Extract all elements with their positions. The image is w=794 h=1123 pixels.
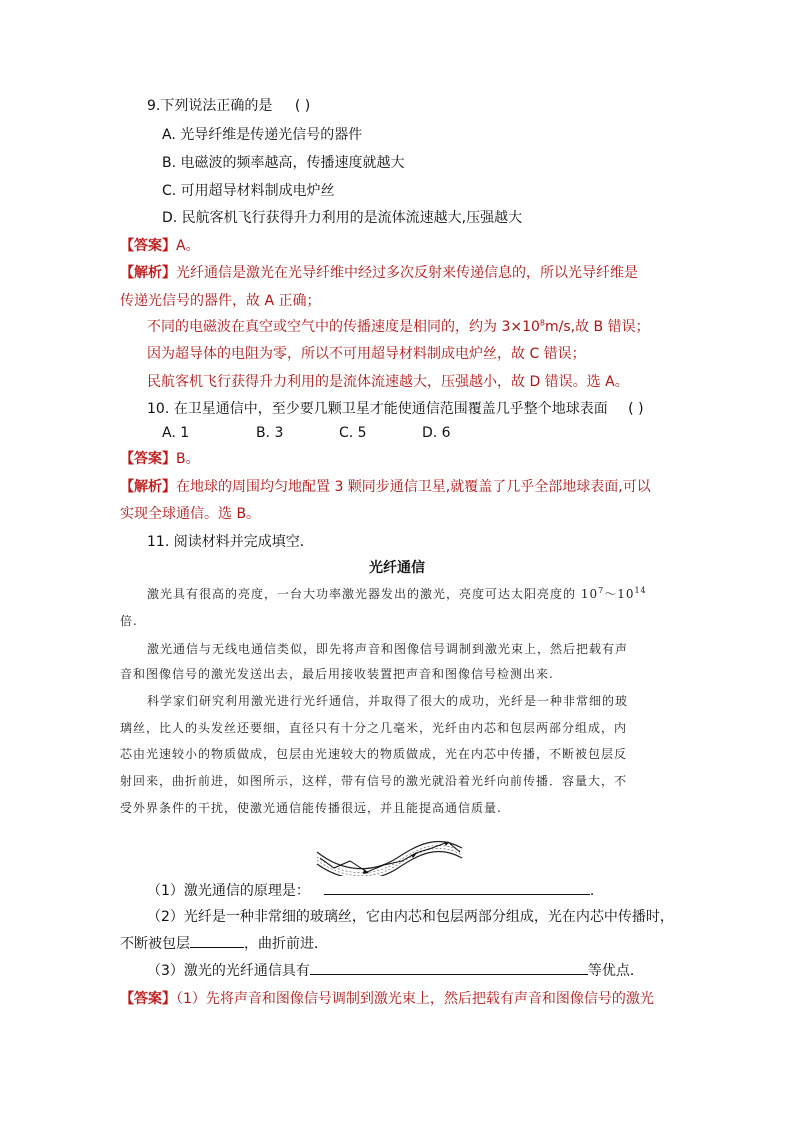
sub1-text: （1）激光通信的原理是： xyxy=(147,883,310,899)
q9-analysis-line-4: 因为超导体的电阻为零，所以不可用超导材料制成电炉丝，故 C 错误； xyxy=(147,346,586,362)
q11-sub2-line-2 xyxy=(120,933,328,953)
sub1-blank[interactable] xyxy=(324,880,590,895)
passage-p2-line-2: 音和图像信号的激光发送出去，最后用接收装置把声音和图像信号检测出来. xyxy=(120,667,554,681)
q9-stem-text: 9.下列说法正确的是 xyxy=(147,98,273,114)
sub2-text-post: ，曲折前进． xyxy=(244,936,328,952)
q9-option-b: B. 电磁波的频率越高，传播速度就越大 xyxy=(162,155,405,171)
q10-option-a: A. 1 xyxy=(162,425,190,441)
q9-option-c: C. 可用超导材料制成电炉丝 xyxy=(162,183,335,199)
q11-answer xyxy=(120,988,654,1008)
q10-analysis-line-1 xyxy=(120,476,651,496)
brightness-exponent-2: 14 xyxy=(634,586,647,595)
q10-stem-text: 10. 在卫星通信中，至少要几颗卫星才能使通信范围覆盖几乎整个地球表面 xyxy=(147,401,608,417)
answer-text: A。 xyxy=(176,238,200,254)
sub2-text-pre: 不断被包层 xyxy=(120,936,190,952)
passage-title: 光纤通信 xyxy=(369,560,425,576)
passage-p1-line-1 xyxy=(147,585,647,602)
answer-text: （1）先将声音和图像信号调制到激光束上，然后把载有声音和图像信号的激光 xyxy=(176,991,654,1007)
passage-p1-line-2: 倍. xyxy=(120,614,138,628)
light-ray-path xyxy=(320,842,460,872)
analysis-tag: 【解析】 xyxy=(120,265,176,281)
q11-sub2-line-1: （2）光纤是一种非常细的玻璃丝，它由内芯和包层两部分组成，光在内芯中传播时， xyxy=(147,909,674,925)
q9-analysis-line-1 xyxy=(120,262,638,282)
passage-p3-line-3: 芯由光速较小的物质做成，包层由光速较大的物质做成，光在内芯中传播，不断被包层反 xyxy=(120,747,628,761)
q9-analysis-line-3 xyxy=(147,316,650,336)
sub3-text-post: 等优点． xyxy=(587,963,644,979)
sub1-end: . xyxy=(589,883,595,899)
answer-text: B。 xyxy=(176,451,200,467)
q10-option-d: D. 6 xyxy=(422,425,451,441)
passage-p3-line-1: 科学家们研究利用激光进行光纤通信，并取得了很大的成功，光纤是一种非常细的玻 xyxy=(147,694,629,708)
passage-p3-line-4: 射回来，曲折前进，如图所示，这样，带有信号的激光就沿着光纤向前传播．容量大，不 xyxy=(120,774,628,788)
fiber-core-top xyxy=(317,845,462,872)
analysis-speed-text: 不同的电磁波在真空或空气中的传播速度是相同的，约为 3×10 xyxy=(147,319,540,335)
q11-stem: 11. 阅读材料并完成填空． xyxy=(147,534,314,550)
q9-analysis-line-2: 传递光信号的器件，故 A 正确； xyxy=(120,293,321,309)
passage-p2-line-1: 激光通信与无线电通信类似，即先将声音和图像信号调制到激光束上，然后把载有声 xyxy=(147,642,629,656)
ray-arrow-3 xyxy=(444,842,449,846)
analysis-text: 在地球的周围均匀地配置 3 颗同步通信卫星,就覆盖了几乎全部地球表面,可以 xyxy=(176,479,651,495)
q9-option-a: A. 光导纤维是传递光信号的器件 xyxy=(162,127,363,143)
q10-option-c: C. 5 xyxy=(339,425,367,441)
answer-tag: 【答案】 xyxy=(120,991,176,1007)
q9-answer xyxy=(120,235,200,255)
sub3-blank[interactable] xyxy=(310,960,588,975)
q10-answer xyxy=(120,448,200,468)
q10-stem xyxy=(147,398,644,418)
q10-paren: ( ) xyxy=(628,401,644,417)
optical-fiber-figure xyxy=(312,828,472,876)
analysis-speed-tail: m/s,故 B 错误； xyxy=(545,319,650,335)
q10-option-b: B. 3 xyxy=(256,425,284,441)
passage-p3-line-5: 受外界条件的干扰，使激光通信能传播很远，并且能提高通信质量. xyxy=(120,801,502,815)
q9-stem xyxy=(147,95,310,115)
analysis-tag: 【解析】 xyxy=(120,479,176,495)
answer-tag: 【答案】 xyxy=(120,451,176,467)
passage-p1-range: ～10 xyxy=(604,587,635,601)
answer-tag: 【答案】 xyxy=(120,238,176,254)
q11-sub3 xyxy=(147,960,644,980)
analysis-text: 光纤通信是激光在光导纤维中经过多次反射来传递信息的，所以光导纤维是 xyxy=(176,265,638,281)
q9-analysis-line-5: 民航客机飞行获得升力利用的是流体流速越大，压强越小，故 D 错误。选 A。 xyxy=(147,374,629,390)
brightness-exponent-1: 7 xyxy=(598,586,605,595)
q10-analysis-line-2: 实现全球通信。选 B。 xyxy=(120,506,261,522)
sub2-blank[interactable] xyxy=(190,933,244,948)
speed-exponent: 8 xyxy=(539,318,545,328)
q9-option-d: D. 民航客机飞行获得升力利用的是流体流速越大,压强越大 xyxy=(162,210,523,226)
q9-paren: ( ) xyxy=(294,98,311,114)
passage-p1-text: 激光具有很高的亮度，一台大功率激光器发出的激光，亮度可达太阳亮度的 10 xyxy=(147,587,599,601)
passage-p3-line-2: 璃丝，比人的头发丝还要细，直径只有十分之几毫米，光纤由内芯和包层两部分组成，内 xyxy=(120,721,628,735)
q11-sub1 xyxy=(147,880,594,900)
sub3-text-pre: （3）激光的光纤通信具有 xyxy=(147,963,310,979)
